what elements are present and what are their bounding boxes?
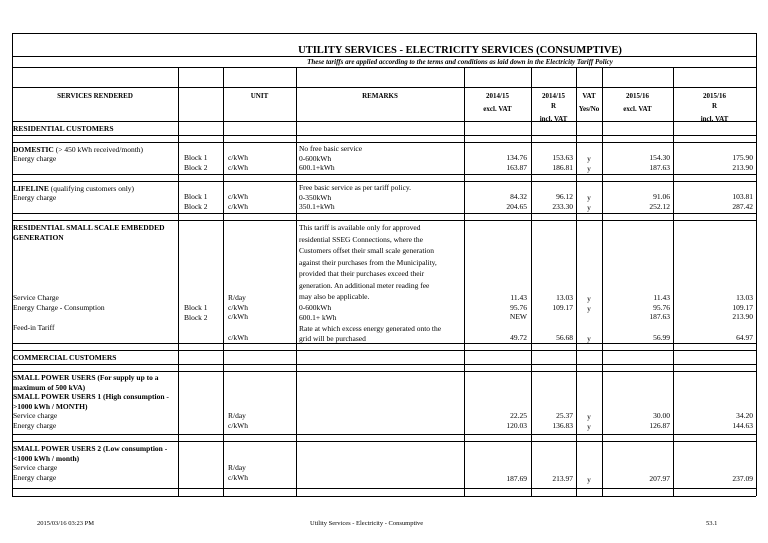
commercial-bottom-rule [12,364,756,365]
sseg-labels: Service Charge Energy Charge - Consumption [13,293,105,312]
feedin-label: Feed-in Tariff [13,323,55,332]
sseg-bottom-rule [12,343,756,344]
domestic-vat: y y [587,154,591,173]
header-2014-excl: 2014/15 excl. VAT [483,92,512,113]
header-top-rule [12,87,756,88]
spu-vat: y y [587,412,591,431]
sseg-2014-excl: 11.43 95.76 NEW [509,293,527,321]
domestic-top-rule [12,142,756,143]
spu-2014-excl: 22.25 120.03 [506,411,527,430]
lifeline-2014-excl: 84.32 204.65 [506,192,527,211]
commercial-top-rule [12,350,756,351]
spu-bottom-rule [12,434,756,435]
domestic-heading: DOMESTIC (> 450 kWh received/month) [13,145,144,154]
section-residential: RESIDENTIAL CUSTOMERS [13,124,114,133]
sseg-2014-incl: 13.03 109.17 [552,293,573,312]
feedin-2014-excl: 49.72 [510,333,527,342]
domestic-bottom-rule [12,174,756,175]
title-rule [12,56,756,57]
feedin-2015-excl: 56.99 [653,333,670,342]
feedin-2015-incl: 64.97 [736,333,753,342]
col-divider [178,67,179,496]
footer-timestamp: 2015/03/16 03:23 PM [37,520,95,527]
page-title: UTILITY SERVICES - ELECTRICITY SERVICES (CONSUMPTIVE) [298,45,622,56]
feedin-remark: Rate at which excess energy generated onto the grid will be purchased [299,324,442,343]
header-2014-incl: 2014/15 R incl. VAT [539,92,568,123]
sseg-blocks: Block 1 Block 2 [184,303,208,322]
spu-2015-excl: 30.00 126.87 [649,411,670,430]
lifeline-energy-charge: Energy charge [13,193,57,202]
spu2-vat: y [587,475,591,484]
header-vat: VAT Yes/No [578,92,600,113]
domestic-2015-excl: 154.30 187.63 [649,153,670,172]
domestic-2014-incl: 153.63 186.81 [552,153,573,172]
spu-units: R/day c/kWh [228,411,248,430]
sseg-2015-excl: 11.43 95.76 187.63 [649,293,670,321]
section-commercial: COMMERCIAL CUSTOMERS [13,353,117,362]
spu2-labels: Service charge Energy charge [13,463,58,482]
lifeline-vat: y y [587,193,591,212]
footer-document-name: Utility Services - Electricity - Consumptive [310,520,424,527]
col-divider [602,67,603,496]
lifeline-2015-incl: 103.81 287.42 [732,192,753,211]
header-services: SERVICES RENDERED [57,92,133,100]
domestic-energy-charge: Energy charge [13,154,57,163]
domestic-units: c/kWh c/kWh [228,153,248,172]
col-divider [223,67,224,496]
lifeline-heading: LIFELINE (qualifying customers only) [13,184,135,193]
spu2-2015-excl: 207.97 [649,474,670,483]
sseg-2015-incl: 13.03 109.17 213.90 [732,293,753,321]
spu-top-rule [12,371,756,372]
lifeline-top-rule [12,181,756,182]
spu-labels: Service charge Energy charge [13,411,58,430]
lifeline-remarks: Free basic service as per tariff policy. 0-350kWh 350.1+kWh [299,183,412,211]
spu2-2014-incl: 213.97 [552,474,573,483]
spu2-top-rule [12,441,756,442]
bottom-rule [12,496,756,497]
spu2-2015-incl: 237.09 [732,474,753,483]
header-2015-incl: 2015/16 R incl. VAT [700,92,729,123]
spu-2015-incl: 34.20 144.63 [732,411,753,430]
domestic-2014-excl: 134.76 163.87 [506,153,527,172]
sseg-vat: y y [587,294,591,313]
lifeline-bottom-rule [12,213,756,214]
spu-heading: SMALL POWER USERS (For supply up to a maximum of 500 kVA) SMALL POWER USERS 1 (High consumption - >1000 kWh / MONTH) [13,373,169,411]
sseg-units: R/day c/kWh c/kWh [228,293,248,321]
page-subtitle: These tariffs are applied according to the terms and conditions as laid down in the Electricity Tariff Policy [307,58,613,66]
spu2-heading: SMALL POWER USERS 2 (Low consumption - <1000 kWh / month) [13,444,168,463]
lifeline-blocks: Block 1 Block 2 [184,192,208,211]
col-divider [464,67,465,496]
subtitle-rule [12,67,756,68]
top-rule [12,33,756,34]
sseg-remark: This tariff is available only for approved residential SSEG Connections, where the Customers offset their small scale generation against their purchases from the Municipality, provided that their purchases exceed their generation. An additional meter reading fee may also be applicable. [299,223,437,301]
feedin-vat: y [587,334,591,343]
feedin-unit: c/kWh [228,333,248,342]
spu2-bottom-rule [12,488,756,489]
header-2015-excl: 2015/16 excl. VAT [623,92,652,113]
lifeline-units: c/kWh c/kWh [228,192,248,211]
header-remarks: REMARKS [362,92,398,100]
residential-rule [12,135,756,136]
col-divider [296,67,297,496]
sseg-top-rule [12,220,756,221]
header-bottom-rule [12,121,756,122]
header-unit: UNIT [250,92,269,100]
domestic-2015-incl: 175.90 213.90 [732,153,753,172]
lifeline-2014-incl: 96.12 233.30 [552,192,573,211]
lifeline-2015-excl: 91.06 252.12 [649,192,670,211]
domestic-remarks: No free basic service 0-600kWh 600.1+kWh [299,144,363,172]
right-border [756,33,757,496]
spu2-2014-excl: 187.69 [506,474,527,483]
col-divider [673,67,674,496]
sseg-remarks: 0-600kWh 600.1+ kWh [299,303,337,322]
col-divider [576,67,577,496]
domestic-blocks: Block 1 Block 2 [184,153,208,172]
spu-2014-incl: 25.37 136.83 [552,411,573,430]
col-divider [531,67,532,496]
feedin-2014-incl: 56.68 [556,333,573,342]
spu2-units: R/day c/kWh [228,463,248,482]
footer-page-number: 53.1 [706,520,718,527]
sseg-heading: RESIDENTIAL SMALL SCALE EMBEDDED GENERATION [13,223,165,242]
